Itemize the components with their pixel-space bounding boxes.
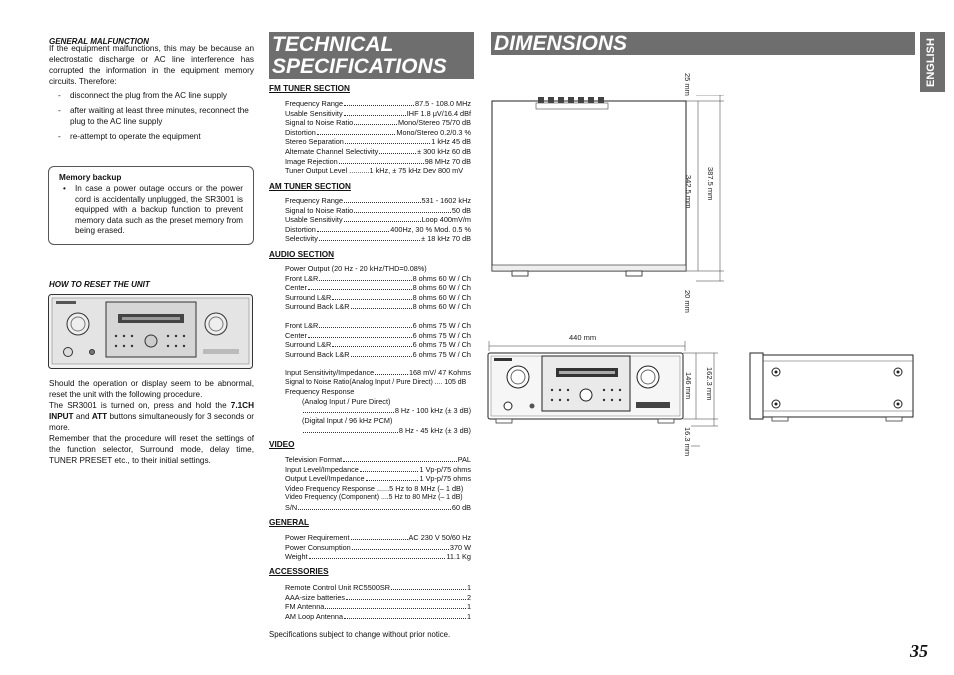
- spec-label: Stereo Separation: [285, 137, 344, 147]
- fm-section-heading: FM TUNER SECTION: [269, 84, 350, 93]
- spec-row: [285, 426, 471, 436]
- spec-value: 370 W: [449, 542, 471, 552]
- reset-paragraph-3: Remember that the procedure will reset the settings of the function selector, Surround mode, delay time, TUNER PRESET etc., to their initial settings.: [49, 434, 254, 465]
- audio-snr: Signal to Noise Ratio(Analog Input / Pure Direct) .... 105 dB: [285, 378, 467, 386]
- spec-label: Center: [285, 330, 307, 340]
- spec-row: [285, 465, 471, 475]
- malfunction-step: - disconnect the plug from the AC line supply: [49, 90, 256, 101]
- spec-label: FM Antenna: [285, 602, 325, 612]
- spec-row: [285, 552, 471, 562]
- spec-value: ± 300 kHz 60 dB: [417, 146, 471, 156]
- spec-row: [285, 350, 471, 360]
- spec-value: 1 kHz 45 dB: [431, 137, 471, 147]
- dimension-label-146mm: 146 mm: [684, 372, 693, 400]
- am-section-heading: AM TUNER SECTION: [269, 182, 351, 191]
- spec-value: ± 18 kHz 70 dB: [421, 234, 471, 244]
- accessories-heading: ACCESSORIES: [269, 567, 329, 576]
- spec-value: 60 dB: [451, 502, 471, 512]
- spec-label: Surround L&R: [285, 292, 332, 302]
- spec-label: Output Level/Impedance: [285, 474, 365, 484]
- spec-value: 8 ohms 60 W / Ch: [412, 283, 471, 293]
- spec-row: [285, 455, 471, 465]
- spec-row: [285, 302, 471, 312]
- spec-value: 11.1 Kg: [446, 552, 471, 562]
- spec-label: AM Loop Antenna: [285, 611, 344, 621]
- tech-spec-banner-line1: TECHNICAL: [272, 33, 394, 56]
- spec-row: [285, 206, 471, 216]
- spec-value: AC 230 V 50/60 Hz: [408, 533, 471, 542]
- spec-value: 1 Vp-p/75 ohms: [419, 464, 471, 474]
- spec-label: Weight: [285, 552, 308, 562]
- spec-row: [285, 293, 471, 303]
- malfunction-step: - after waiting at least three minutes, reconnect the plug to the AC line supply: [49, 105, 256, 127]
- spec-label: Image Rejection: [285, 156, 338, 166]
- spec-value: 1: [466, 602, 471, 612]
- spec-label: Frequency Range: [285, 99, 344, 108]
- reset-text: buttons simultaneously for 3 seconds or more.: [49, 412, 255, 432]
- video-section-heading: VIDEO: [269, 440, 295, 449]
- memory-backup-box: [48, 166, 254, 245]
- spec-row: [285, 593, 471, 603]
- memory-backup-body: • In case a power outage occurs or the power cord is accidentally unplugged, the SR3001 is equipped with a backup function to prevent memory data such as the preset memory from being erased.: [59, 184, 243, 237]
- spec-label: Power Requirement: [285, 533, 350, 542]
- english-language-tab: [920, 32, 945, 92]
- reset-text: The SR3001 is turned on, press and hold the: [49, 401, 231, 410]
- spec-value: PAL: [457, 455, 471, 464]
- spec-value: 8 ohms 60 W / Ch: [412, 273, 471, 283]
- spec-label: Power Consumption: [285, 542, 351, 552]
- malfunction-steps: [49, 90, 256, 146]
- spec-row: [285, 612, 471, 622]
- spec-row: [285, 99, 471, 109]
- spec-row: [285, 118, 471, 128]
- freq-response-title: Frequency Response: [285, 387, 355, 397]
- spec-row: [285, 147, 471, 157]
- spec-value: 8 Hz - 100 kHz (± 3 dB): [394, 406, 471, 416]
- spec-value: 6 ohms 75 W / Ch: [412, 321, 471, 330]
- spec-label: Distortion: [285, 224, 316, 234]
- spec-label: Front L&R: [285, 273, 319, 283]
- general-spec-list: [285, 533, 471, 562]
- spec-label: Remote Control Unit RC5500SR: [285, 583, 391, 592]
- page-number: 35: [910, 641, 928, 661]
- spec-value: Mono/Stereo 75/70 dB: [397, 118, 471, 128]
- spec-row: [285, 225, 471, 235]
- spec-row: [285, 331, 471, 341]
- spec-row: [285, 533, 471, 543]
- spec-value: 98 MHz 70 dB: [424, 156, 471, 166]
- spec-row: [285, 321, 471, 331]
- spec-value: 8 Hz - 45 kHz (± 3 dB): [398, 425, 471, 435]
- dimension-label-440mm: 440 mm: [569, 333, 597, 342]
- receiver-front-illustration: [48, 294, 253, 369]
- dimension-label-25mm: 25 mm: [683, 73, 692, 96]
- spec-label: Surround Back L&R: [285, 349, 350, 359]
- fm-spec-list: [285, 99, 471, 176]
- spec-value: 6 ohms 75 W / Ch: [412, 330, 471, 340]
- spec-value: 531 - 1602 kHz: [421, 196, 471, 205]
- spec-row: [285, 368, 471, 378]
- dimensions-banner: [491, 32, 915, 55]
- spec-row: [285, 503, 471, 513]
- spec-value: 1 Vp-p/75 ohms: [419, 474, 471, 484]
- freq-digital-label: (Digital Input / 96 kHz PCM): [302, 415, 393, 425]
- spec-value: Mono/Stereo 0.2/0.3 %: [396, 127, 471, 137]
- side-view-drawing: [748, 350, 914, 430]
- english-tab-label: ENGLISH: [925, 38, 937, 87]
- spec-label: AAA-size batteries: [285, 592, 346, 602]
- spec-label: Selectivity: [285, 234, 318, 244]
- spec-row: [285, 128, 471, 138]
- spec-value: 6 ohms 75 W / Ch: [412, 349, 471, 359]
- reset-button-name-71ch: 7.1CH INPUT: [49, 401, 254, 421]
- spec-row: [285, 583, 471, 593]
- dimension-label-20mm: 20 mm: [683, 290, 692, 313]
- spec-value: IHF 1.8 μV/16.4 dBf: [406, 108, 471, 118]
- spec-label: Usable Sensitivity: [285, 215, 343, 225]
- general-section-heading: GENERAL: [269, 518, 310, 527]
- video-spec-list: [285, 455, 471, 513]
- spec-value: 400Hz, 30 % Mod. 0.5 %: [390, 224, 471, 234]
- freq-analog-label: (Analog Input / Pure Direct): [302, 396, 391, 406]
- spec-label: Frequency Range: [285, 196, 344, 205]
- audio-section-heading: AUDIO SECTION: [269, 250, 335, 259]
- dimension-label-162mm: 162.3 mm: [705, 367, 714, 401]
- tech-spec-banner-line2: SPECIFICATIONS: [272, 55, 447, 78]
- video-freq-component: Video Frequency (Component) ....5 Hz to 80 MHz (– 1 dB): [285, 494, 463, 502]
- spec-value: 8 ohms 60 W / Ch: [412, 302, 471, 312]
- spec-row: [285, 283, 471, 293]
- video-freq-response: Video Frequency Response ......5 Hz to 8 MHz (– 1 dB): [285, 483, 464, 493]
- spec-row: [285, 196, 471, 206]
- accessories-list: [285, 583, 471, 621]
- spec-row: [285, 602, 471, 612]
- spec-label: Surround Back L&R: [285, 302, 350, 312]
- tech-spec-banner: [269, 32, 474, 79]
- spec-value: 87.5 - 108.0 MHz: [415, 99, 471, 108]
- spec-label: Television Format: [285, 455, 343, 464]
- spec-value: 2: [466, 592, 471, 602]
- spec-label: Alternate Channel Selectivity: [285, 146, 379, 156]
- spec-row: [285, 340, 471, 350]
- spec-value: 168 mV/ 47 Kohms: [408, 368, 471, 377]
- spec-label: Front L&R: [285, 321, 319, 330]
- spec-label: Distortion: [285, 127, 316, 137]
- spec-label: Input Level/Impedance: [285, 464, 359, 474]
- spec-row: [285, 543, 471, 553]
- reset-paragraph-2: [49, 400, 254, 433]
- spec-label: Signal to Noise Ratio: [285, 205, 354, 215]
- spec-row: [285, 274, 471, 284]
- reset-title: HOW TO RESET THE UNIT: [49, 280, 150, 289]
- dimension-label-16mm: 16.3 mm: [683, 427, 692, 457]
- audio-6ohm-list: [285, 321, 471, 359]
- spec-value: 8 ohms 60 W / Ch: [412, 292, 471, 302]
- spec-value: 1: [466, 611, 471, 621]
- dimension-label-342mm: 342.5 mm: [684, 175, 693, 209]
- spec-label: Usable Sensitivity: [285, 108, 343, 118]
- spec-value: 1: [466, 583, 471, 592]
- fm-tuner-output-level: Tuner Output Level ..........1 kHz, ± 75 kHz Dev 800 mV: [285, 166, 464, 176]
- spec-label: Signal to Noise Ratio: [285, 118, 354, 128]
- memory-backup-title: Memory backup: [59, 173, 122, 182]
- spec-row: [285, 234, 471, 244]
- spec-row: [285, 137, 471, 147]
- reset-text: and: [73, 412, 92, 421]
- spec-footer-note: Specifications subject to change without prior notice.: [269, 630, 451, 639]
- reset-paragraph-1: Should the operation or display seem to be abnormal, reset the unit with the following procedure.: [49, 379, 254, 399]
- spec-value: 6 ohms 75 W / Ch: [412, 340, 471, 350]
- dimension-label-387mm: 387.5 mm: [706, 167, 715, 201]
- spec-row: [285, 157, 471, 167]
- spec-label: Surround L&R: [285, 340, 332, 350]
- malfunction-title: GENERAL MALFUNCTION: [49, 37, 149, 46]
- audio-input-list: [285, 368, 471, 435]
- reset-button-name-att: ATT: [91, 412, 108, 421]
- audio-spec-list: [285, 264, 471, 312]
- dimensions-banner-title: DIMENSIONS: [494, 32, 628, 55]
- spec-value: Loop 400mV/m: [421, 215, 471, 225]
- spec-label: Input Sensitivity/Impedance: [285, 368, 375, 377]
- spec-label: S/N: [285, 502, 298, 512]
- spec-value: 50 dB: [451, 205, 471, 215]
- malfunction-step: - re-attempt to operate the equipment: [49, 131, 256, 142]
- spec-row: [285, 406, 471, 416]
- audio-power-title: Power Output (20 Hz - 20 kHz/THD=0.08%): [285, 264, 427, 273]
- spec-label: Center: [285, 283, 307, 293]
- spec-row: [285, 215, 471, 225]
- am-spec-list: [285, 196, 471, 244]
- malfunction-body: If the equipment malfunctions, this may be because an electrostatic discharge or AC line interference has corrupted the information in the equipment memory circuits. Therefore:: [49, 44, 254, 86]
- spec-row: [285, 474, 471, 484]
- spec-row: [285, 109, 471, 119]
